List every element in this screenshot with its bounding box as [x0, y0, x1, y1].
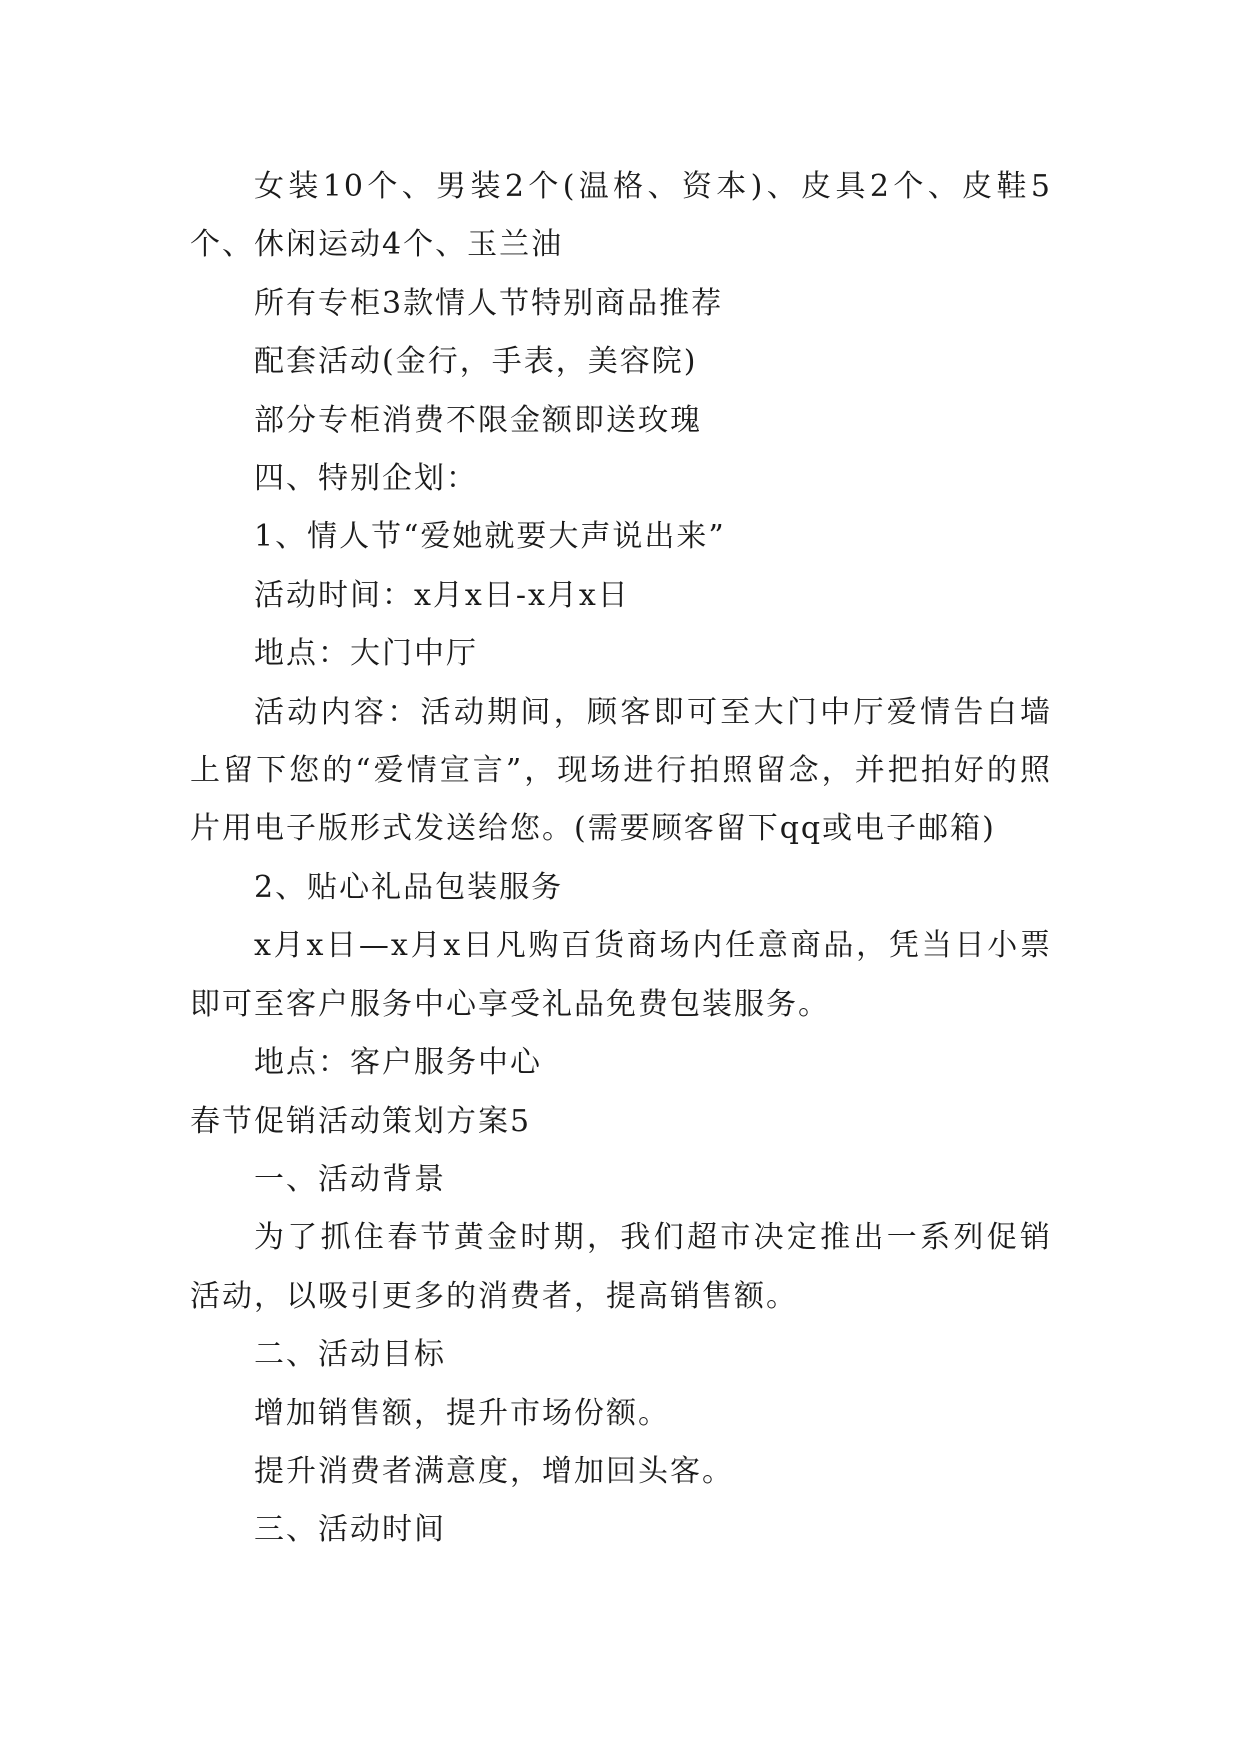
section-heading: 二、活动目标 [254, 1337, 446, 1373]
section-heading: 三、活动时间 [254, 1512, 446, 1548]
paragraph: 为了抓住春节黄金时期，我们超市决定推出一系列促销活动，以吸引更多的消费者，提高销售额。 [190, 1220, 1052, 1314]
paragraph: x月x日—x月x日凡购百货商场内任意商品，凭当日小票即可至客户服务中心享受礼品免费包装服务。 [190, 928, 1052, 1022]
paragraph: 2、贴心礼品包装服务 [254, 869, 564, 905]
document-title: 春节促销活动策划方案5 [190, 1103, 532, 1139]
paragraph: 女装10个、男装2个(温格、资本)、皮具2个、皮鞋5个、休闲运动4个、玉兰油 [190, 169, 1052, 263]
paragraph: 活动内容：活动期间，顾客即可至大门中厅爱情告白墙上留下您的“爱情宣言”，现场进行拍照留念，并把拍好的照片用电子版形式发送给您。(需要顾客留下qq或电子邮箱) [190, 694, 1052, 847]
paragraph: 地点：大门中厅 [254, 636, 478, 672]
paragraph: 配套活动(金行，手表，美容院) [254, 344, 698, 380]
paragraph: 1、情人节“爱她就要大声说出来” [254, 519, 726, 555]
section-heading: 一、活动背景 [254, 1161, 446, 1197]
paragraph: 部分专柜消费不限金额即送玫瑰 [254, 402, 702, 438]
paragraph: 活动时间：x月x日-x月x日 [254, 577, 630, 613]
paragraph: 提升消费者满意度，增加回头客。 [254, 1453, 734, 1489]
document-body [190, 158, 1052, 1560]
paragraph: 增加销售额，提升市场份额。 [254, 1395, 670, 1431]
paragraph: 地点：客户服务中心 [254, 1045, 542, 1081]
section-heading: 四、特别企划： [254, 461, 478, 497]
paragraph: 所有专柜3款情人节特别商品推荐 [254, 285, 724, 321]
